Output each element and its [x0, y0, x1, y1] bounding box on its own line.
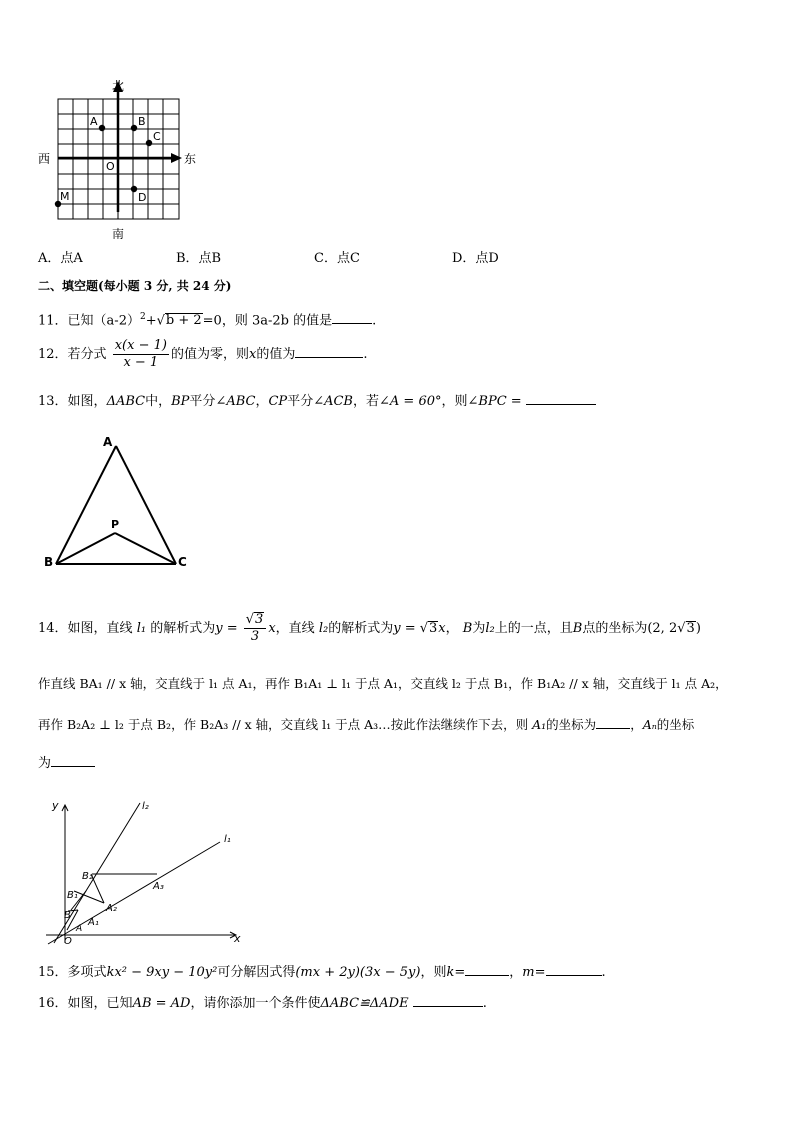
point-b-label: B [64, 910, 71, 921]
vertex-c-label: C [178, 555, 187, 569]
q10-option-d: D．点D [452, 251, 499, 266]
section-title: 二、填空题(每小题 3 分, 共 24 分) [38, 279, 232, 293]
coordinate-figure [40, 797, 250, 947]
point-a-label: A [90, 115, 98, 128]
q15-k-blank [465, 963, 509, 976]
point-a2-label: A₂ [106, 903, 117, 914]
q14-fraction: $\frac{√3}{3}$ [244, 612, 267, 645]
question-14-line-2: 作直线 BA₁ // x 轴，交直线于 l₁ 点 A₁，再作 B₁A₁ ⊥ l₁ 于点 A₁，交直线 l₂ 于点 B₁，作 B₁A₂ // x 轴，交直线于 l₁ 点 A₂， [38, 676, 728, 691]
point-b1-label: B₁ [67, 890, 78, 901]
question-11: 11．已知$(a-2)^2+√b + 2=0$，则 3a-2b 的值是 . [38, 312, 377, 329]
origin-o-label: O [64, 936, 72, 947]
east-label: 东 [184, 152, 197, 166]
compass-grid-figure [36, 78, 206, 243]
vertex-b-label: B [44, 555, 54, 569]
question-13: 13．如图，ΔABC中，BP平分∠ABC，CP平分∠ACB，若∠A = 60°，则∠BPC = [38, 392, 596, 410]
q12-answer-blank [295, 345, 363, 358]
q15-m-blank [546, 963, 602, 976]
vertex-a-label: A [103, 435, 113, 449]
point-d-label: D [138, 191, 147, 204]
point-c [146, 140, 152, 146]
q14-an-blank [51, 754, 95, 767]
q10-option-b: B．点B [176, 251, 222, 266]
point-d [131, 186, 137, 192]
north-label: 北 [112, 79, 125, 93]
question-15: 15．多项式kx² − 9xy − 10y²可分解因式得(mx + 2y)(3x − 5y)，则k= ，m= . [38, 965, 606, 980]
question-16: 16．如图，已知AB = AD，请你添加一个条件使ΔABC≌ΔADE . [38, 996, 487, 1011]
point-b-label: B [138, 115, 146, 128]
q10-option-c: C．点C [314, 251, 360, 266]
line-l2-label: l₂ [142, 801, 149, 812]
vertex-p-label: P [111, 518, 120, 531]
x-axis-label: x [234, 932, 241, 945]
q11-answer-blank [332, 311, 372, 324]
q12-fraction: $\frac{x(x - 1)}{x - 1}$ [114, 338, 167, 370]
q14-a1-blank [596, 716, 630, 729]
point-a1-label: A₁ [88, 917, 99, 928]
line-l1-label: l₁ [224, 834, 231, 845]
point-c-label: C [153, 130, 161, 143]
q10-option-a: A．点A [38, 251, 83, 266]
point-m-label: M [60, 190, 70, 203]
question-14-line-1: 14．如图，直线 l₁ 的解析式为y = $\frac{√3}{3}$ x，直线 l₂的解析式为y = √3x， B为l₂上的一点，且B点的坐标为(2, 2√3) [38, 612, 701, 644]
point-b2-label: B₂ [82, 871, 93, 882]
south-label: 南 [112, 227, 125, 241]
question-14-line-3: 再作 B₂A₂ ⊥ l₂ 于点 B₂，作 B₂A₃ // x 轴，交直线 l₁ 于点 A₃…按此作法继续作下去，则 A₁的坐标为 ，Aₙ的坐标 [38, 717, 695, 732]
triangle-figure [40, 432, 200, 572]
question-14-line-4: 为 [38, 754, 95, 772]
question-12: 12．若分式 $\frac{x(x - 1)}{x - 1}$ 的值为零，则x的值为 . [38, 338, 368, 370]
origin-label: O [106, 160, 115, 173]
y-axis-label: y [52, 799, 59, 812]
west-label: 西 [38, 152, 51, 166]
point-a3-label: A₃ [153, 881, 164, 892]
q13-answer-blank [526, 392, 596, 405]
point-a [99, 125, 105, 131]
q16-answer-blank [413, 994, 483, 1007]
point-b [131, 125, 137, 131]
point-a-label: A [76, 924, 83, 934]
